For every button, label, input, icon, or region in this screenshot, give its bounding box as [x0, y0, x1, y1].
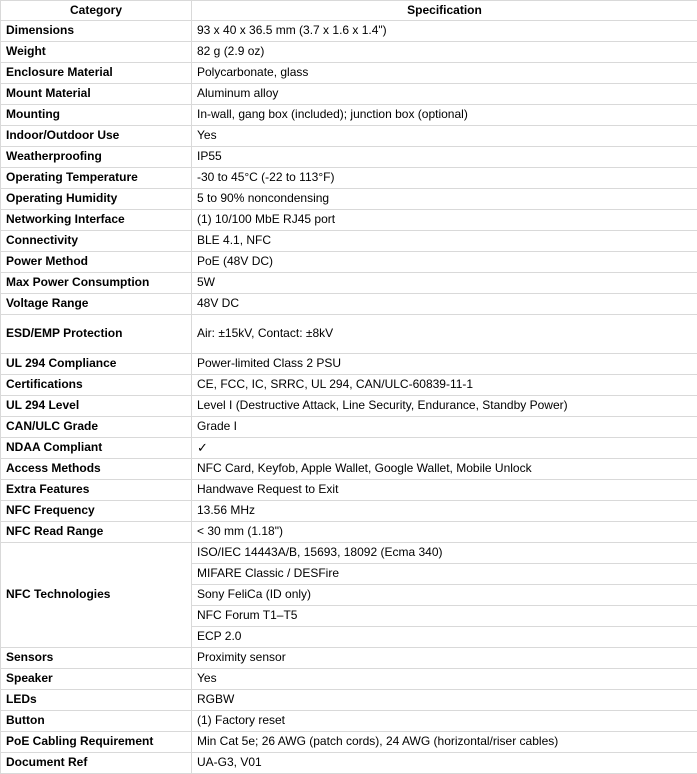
table-row [1, 690, 697, 711]
row-category-cell: Power Method [1, 252, 192, 273]
row-specification-cell: Sony FeliCa (ID only) [192, 585, 697, 606]
row-category-cell: Extra Features [1, 480, 192, 501]
row-specification-cell: 48V DC [192, 294, 697, 315]
table-row [1, 543, 697, 564]
row-specification-cell: ECP 2.0 [192, 627, 697, 648]
row-specification-cell: < 30 mm (1.18") [192, 522, 697, 543]
row-category-cell: Indoor/Outdoor Use [1, 126, 192, 147]
table-row [1, 375, 697, 396]
column-header-specification: Specification [192, 1, 697, 21]
row-specification-cell: RGBW [192, 690, 697, 711]
row-category-cell: Enclosure Material [1, 63, 192, 84]
table-row [1, 459, 697, 480]
table-row [1, 189, 697, 210]
row-category-cell: Max Power Consumption [1, 273, 192, 294]
row-category-cell: NFC Read Range [1, 522, 192, 543]
row-category-cell: Button [1, 711, 192, 732]
row-specification-cell: 5 to 90% noncondensing [192, 189, 697, 210]
row-category-cell: UL 294 Level [1, 396, 192, 417]
row-specification-cell: 13.56 MHz [192, 501, 697, 522]
row-specification-cell: Power-limited Class 2 PSU [192, 354, 697, 375]
table-header [1, 1, 697, 21]
table-row [1, 84, 697, 105]
table-row [1, 252, 697, 273]
row-specification-cell: Polycarbonate, glass [192, 63, 697, 84]
row-category-cell: Access Methods [1, 459, 192, 480]
row-specification-cell: (1) Factory reset [192, 711, 697, 732]
row-specification-cell: Level I (Destructive Attack, Line Security, Endurance, Standby Power) [192, 396, 697, 417]
table-row [1, 168, 697, 189]
table-row [1, 126, 697, 147]
row-category-cell: Networking Interface [1, 210, 192, 231]
row-category-cell: NDAA Compliant [1, 438, 192, 459]
row-category-cell: Mount Material [1, 84, 192, 105]
row-category-cell: LEDs [1, 690, 192, 711]
row-specification-cell: (1) 10/100 MbE RJ45 port [192, 210, 697, 231]
row-specification-cell: Grade I [192, 417, 697, 438]
table-row [1, 21, 697, 42]
row-category-cell-nfc-technologies: NFC Technologies [1, 543, 192, 648]
row-category-cell: Mounting [1, 105, 192, 126]
table-row [1, 147, 697, 168]
row-category-cell: Certifications [1, 375, 192, 396]
table-row [1, 63, 697, 84]
row-category-cell: Connectivity [1, 231, 192, 252]
table-row [1, 669, 697, 690]
table-header-row [1, 1, 697, 21]
row-specification-cell: Air: ±15kV, Contact: ±8kV [192, 315, 697, 354]
row-specification-cell: MIFARE Classic / DESFire [192, 564, 697, 585]
table-row [1, 711, 697, 732]
table-row [1, 105, 697, 126]
row-specification-cell: Handwave Request to Exit [192, 480, 697, 501]
row-specification-cell: 82 g (2.9 oz) [192, 42, 697, 63]
row-specification-cell: In-wall, gang box (included); junction box (optional) [192, 105, 697, 126]
row-specification-cell: ISO/IEC 14443A/B, 15693, 18092 (Ecma 340) [192, 543, 697, 564]
table-row [1, 315, 697, 354]
table-body [1, 21, 697, 774]
row-specification-cell: 5W [192, 273, 697, 294]
table-row [1, 648, 697, 669]
table-row [1, 210, 697, 231]
row-specification-cell: Min Cat 5e; 26 AWG (patch cords), 24 AWG (horizontal/riser cables) [192, 732, 697, 753]
row-specification-cell: Proximity sensor [192, 648, 697, 669]
row-specification-cell: NFC Card, Keyfob, Apple Wallet, Google Wallet, Mobile Unlock [192, 459, 697, 480]
row-specification-cell: CE, FCC, IC, SRRC, UL 294, CAN/ULC-60839-11-1 [192, 375, 697, 396]
row-category-cell: Weatherproofing [1, 147, 192, 168]
row-specification-cell: BLE 4.1, NFC [192, 231, 697, 252]
table-row [1, 732, 697, 753]
table-row [1, 438, 697, 459]
row-category-cell: Speaker [1, 669, 192, 690]
row-category-cell: Weight [1, 42, 192, 63]
row-category-cell: NFC Frequency [1, 501, 192, 522]
row-category-cell: Voltage Range [1, 294, 192, 315]
row-category-cell: Document Ref [1, 753, 192, 774]
table-row [1, 753, 697, 774]
table-row [1, 42, 697, 63]
row-category-cell: PoE Cabling Requirement [1, 732, 192, 753]
table-row [1, 231, 697, 252]
table-row [1, 417, 697, 438]
row-category-cell: CAN/ULC Grade [1, 417, 192, 438]
column-header-category: Category [1, 1, 192, 21]
row-specification-cell: Yes [192, 669, 697, 690]
checkmark-icon: ✓ [192, 438, 697, 459]
row-category-cell: Sensors [1, 648, 192, 669]
table-row [1, 396, 697, 417]
row-category-cell: ESD/EMP Protection [1, 315, 192, 354]
table-row [1, 354, 697, 375]
row-specification-cell: -30 to 45°C (-22 to 113°F) [192, 168, 697, 189]
row-specification-cell: IP55 [192, 147, 697, 168]
row-specification-cell: NFC Forum T1–T5 [192, 606, 697, 627]
table-row [1, 501, 697, 522]
table-row [1, 522, 697, 543]
row-category-cell: Operating Humidity [1, 189, 192, 210]
row-specification-cell: PoE (48V DC) [192, 252, 697, 273]
row-category-cell: Dimensions [1, 21, 192, 42]
row-category-cell: Operating Temperature [1, 168, 192, 189]
row-specification-cell: 93 x 40 x 36.5 mm (3.7 x 1.6 x 1.4") [192, 21, 697, 42]
row-category-cell: UL 294 Compliance [1, 354, 192, 375]
row-specification-cell: Aluminum alloy [192, 84, 697, 105]
table-row [1, 480, 697, 501]
row-specification-cell: UA-G3, V01 [192, 753, 697, 774]
row-specification-cell: Yes [192, 126, 697, 147]
table-row [1, 294, 697, 315]
table-row [1, 273, 697, 294]
